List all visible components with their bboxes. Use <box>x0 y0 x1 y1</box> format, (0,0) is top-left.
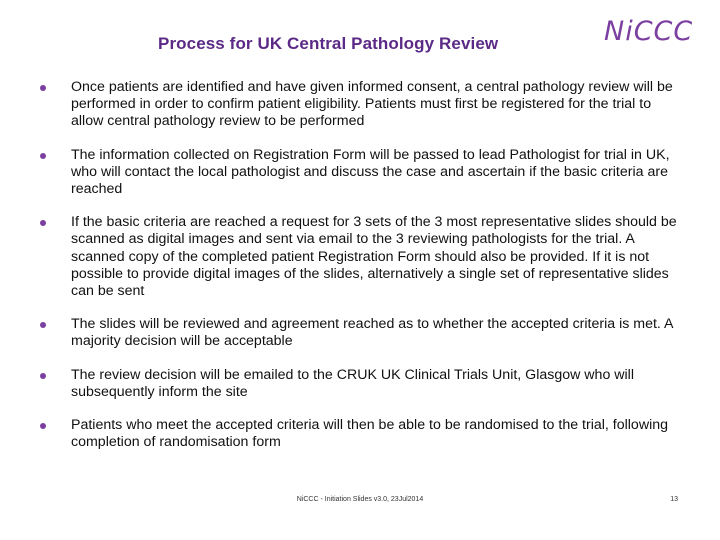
bullet-text: The review decision will be emailed to the CRUK UK Clinical Trials Unit, Glasgow who will subsequently inform the site <box>71 366 634 400</box>
page-number: 13 <box>670 496 678 503</box>
bullet-item <box>38 79 683 131</box>
bullet-dot-icon <box>40 220 46 226</box>
bullet-list <box>38 79 683 467</box>
bullet-dot-icon <box>40 373 46 379</box>
bullet-item <box>38 417 683 451</box>
bullet-item <box>38 367 683 401</box>
slide-footer: NiCCC - Initiation Slides v3.0, 23Jul2014 <box>296 496 424 503</box>
niccc-logo: NiCCC <box>604 16 694 47</box>
bullet-text: The information collected on Registration Form will be passed to lead Pathologist for trial in UK, who will contact the local pathologist and discuss the case and ascertain if the basic criteria are reached <box>71 146 670 198</box>
bullet-text: If the basic criteria are reached a request for 3 sets of the 3 most representative slides should be scanned as digital images and sent via email to the 3 reviewing pathologists for the trial. A scanned copy of the completed patient Registration Form should also be provided. If it is not possible to provide digital images of the slides, alternatively a single set of representative slides can be sent <box>71 214 677 300</box>
bullet-text: Once patients are identified and have given informed consent, a central pathology review will be performed in order to confirm patient eligibility. Patients must first be registered for the trial to allow central pathology review to be performed <box>71 79 673 130</box>
bullet-item <box>38 214 683 300</box>
bullet-text: Patients who meet the accepted criteria will then be able to be randomised to the trial, following completion of randomisation form <box>71 417 668 451</box>
bullet-dot-icon <box>40 322 46 328</box>
bullet-dot-icon <box>40 423 46 429</box>
slide-title: Process for UK Central Pathology Review <box>158 34 499 53</box>
bullet-dot-icon <box>40 153 46 159</box>
bullet-dot-icon <box>40 85 46 91</box>
bullet-item <box>38 316 683 350</box>
bullet-text: The slides will be reviewed and agreement reached as to whether the accepted criteria is met. A majority decision will be acceptable <box>71 316 673 350</box>
bullet-item <box>38 147 683 199</box>
